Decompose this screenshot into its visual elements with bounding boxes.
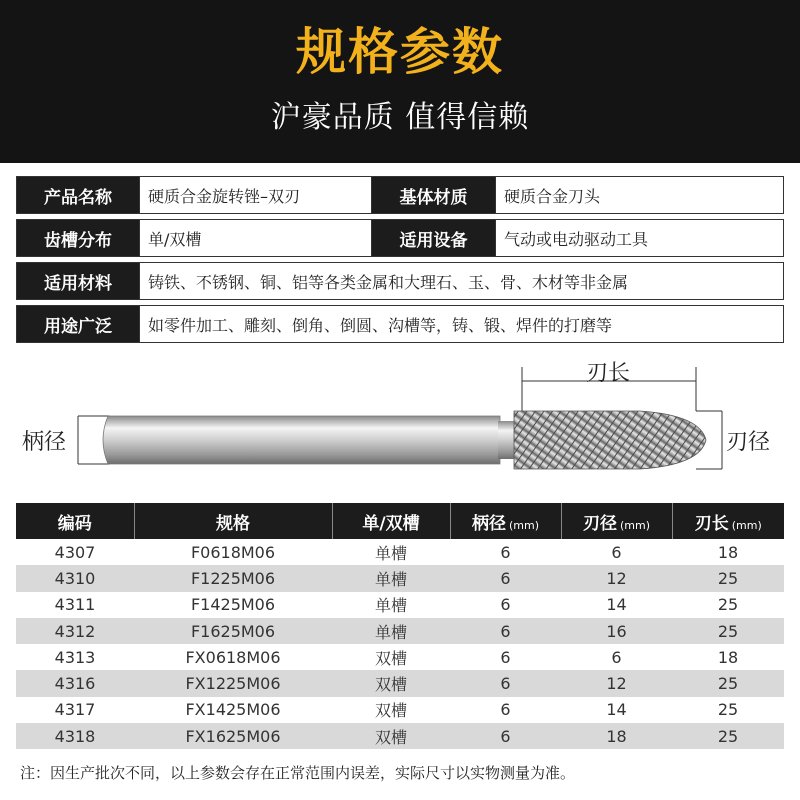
cell-blade-length: 25 xyxy=(672,697,784,723)
cell-blade-diameter: 12 xyxy=(561,670,672,696)
spec-value: 单/双槽 xyxy=(139,220,371,256)
cell-spec: F0618M06 xyxy=(134,539,332,565)
cell-groove: 双槽 xyxy=(332,670,450,696)
table-row xyxy=(16,618,784,644)
spec-table xyxy=(16,176,784,343)
table-header-row xyxy=(16,503,784,539)
product-table xyxy=(16,503,784,749)
cell-blade-length: 18 xyxy=(672,539,784,565)
shank xyxy=(103,416,500,464)
table-row xyxy=(16,592,784,618)
cell-blade-diameter: 12 xyxy=(561,565,672,591)
cell-blade-diameter: 16 xyxy=(561,618,672,644)
cell-code: 4311 xyxy=(16,592,134,618)
cell-groove: 双槽 xyxy=(332,644,450,670)
spec-row xyxy=(16,176,784,214)
cell-blade-diameter: 18 xyxy=(561,723,672,749)
cell-blade-length: 25 xyxy=(672,723,784,749)
header-blade-length: 刃长 (mm) xyxy=(672,503,784,539)
table-row xyxy=(16,539,784,565)
header-groove: 单/双槽 xyxy=(332,503,450,539)
cell-shank: 6 xyxy=(450,723,561,749)
spec-row xyxy=(16,305,784,343)
page-subtitle: 沪豪品质 值得信赖 xyxy=(270,100,530,135)
cell-spec: FX1625M06 xyxy=(134,723,332,749)
cell-shank: 6 xyxy=(450,618,561,644)
cell-blade-length: 25 xyxy=(672,670,784,696)
cell-groove: 单槽 xyxy=(332,539,450,565)
cell-blade-diameter: 14 xyxy=(561,592,672,618)
cell-code: 4310 xyxy=(16,565,134,591)
header-shank-diameter: 柄径 (mm) xyxy=(450,503,561,539)
cell-spec: F1425M06 xyxy=(134,592,332,618)
cell-groove: 单槽 xyxy=(332,618,450,644)
cell-blade-length: 25 xyxy=(672,592,784,618)
spec-value: 硬质合金刀头 xyxy=(495,177,783,213)
cell-blade-length: 25 xyxy=(672,565,784,591)
cell-spec: FX0618M06 xyxy=(134,644,332,670)
spec-label: 基体材质 xyxy=(371,177,495,213)
cell-groove: 双槽 xyxy=(332,723,450,749)
header-banner xyxy=(0,0,800,163)
cell-code: 4318 xyxy=(16,723,134,749)
cell-shank: 6 xyxy=(450,592,561,618)
table-row xyxy=(16,644,784,670)
cell-shank: 6 xyxy=(450,644,561,670)
spec-label: 适用设备 xyxy=(371,220,495,256)
table-row xyxy=(16,565,784,591)
cell-blade-length: 25 xyxy=(672,618,784,644)
cell-shank: 6 xyxy=(450,565,561,591)
page-title: 规格参数 xyxy=(296,23,504,81)
spec-row xyxy=(16,262,784,300)
table-row xyxy=(16,723,784,749)
cell-blade-diameter: 14 xyxy=(561,697,672,723)
cell-spec: FX1225M06 xyxy=(134,670,332,696)
cell-shank: 6 xyxy=(450,670,561,696)
tool-diagram xyxy=(0,345,800,495)
cell-spec: F1225M06 xyxy=(134,565,332,591)
spec-label: 产品名称 xyxy=(17,177,139,213)
table-row xyxy=(16,670,784,696)
footnote: 注：因生产批次不同，以上参数会存在正常范围内误差，实际尺寸以实物测量为准。 xyxy=(20,764,576,782)
header-code: 编码 xyxy=(16,503,134,539)
neck xyxy=(498,421,514,459)
spec-row xyxy=(16,219,784,257)
cell-spec: FX1425M06 xyxy=(134,697,332,723)
spec-value: 硬质合金旋转锉–双刃 xyxy=(139,177,371,213)
cell-code: 4307 xyxy=(16,539,134,565)
cell-groove: 单槽 xyxy=(332,592,450,618)
cell-groove: 双槽 xyxy=(332,697,450,723)
spec-value: 铸铁、不锈钢、铜、铝等各类金属和大理石、玉、骨、木材等非金属 xyxy=(139,263,783,299)
cell-spec: F1625M06 xyxy=(134,618,332,644)
cell-shank: 6 xyxy=(450,697,561,723)
cell-blade-diameter: 6 xyxy=(561,644,672,670)
cell-groove: 单槽 xyxy=(332,565,450,591)
burr-illustration xyxy=(0,345,800,495)
spec-label: 适用材料 xyxy=(17,263,139,299)
header-blade-diameter: 刃径 (mm) xyxy=(561,503,672,539)
cell-code: 4316 xyxy=(16,670,134,696)
spec-label: 用途广泛 xyxy=(17,306,139,342)
spec-label: 齿槽分布 xyxy=(17,220,139,256)
table-row xyxy=(16,697,784,723)
cell-shank: 6 xyxy=(450,539,561,565)
spec-value: 如零件加工、雕刻、倒角、倒圆、沟槽等，铸、锻、焊件的打磨等 xyxy=(139,306,783,342)
cell-blade-diameter: 6 xyxy=(561,539,672,565)
shank-diameter-label: 柄径 xyxy=(22,430,67,455)
cell-code: 4317 xyxy=(16,697,134,723)
spec-value: 气动或电动驱动工具 xyxy=(495,220,783,256)
cell-blade-length: 18 xyxy=(672,644,784,670)
cutting-head xyxy=(514,411,706,469)
cell-code: 4313 xyxy=(16,644,134,670)
cell-code: 4312 xyxy=(16,618,134,644)
header-spec: 规格 xyxy=(134,503,332,539)
blade-diameter-label: 刃径 xyxy=(726,430,771,455)
blade-length-label: 刃长 xyxy=(586,361,631,386)
